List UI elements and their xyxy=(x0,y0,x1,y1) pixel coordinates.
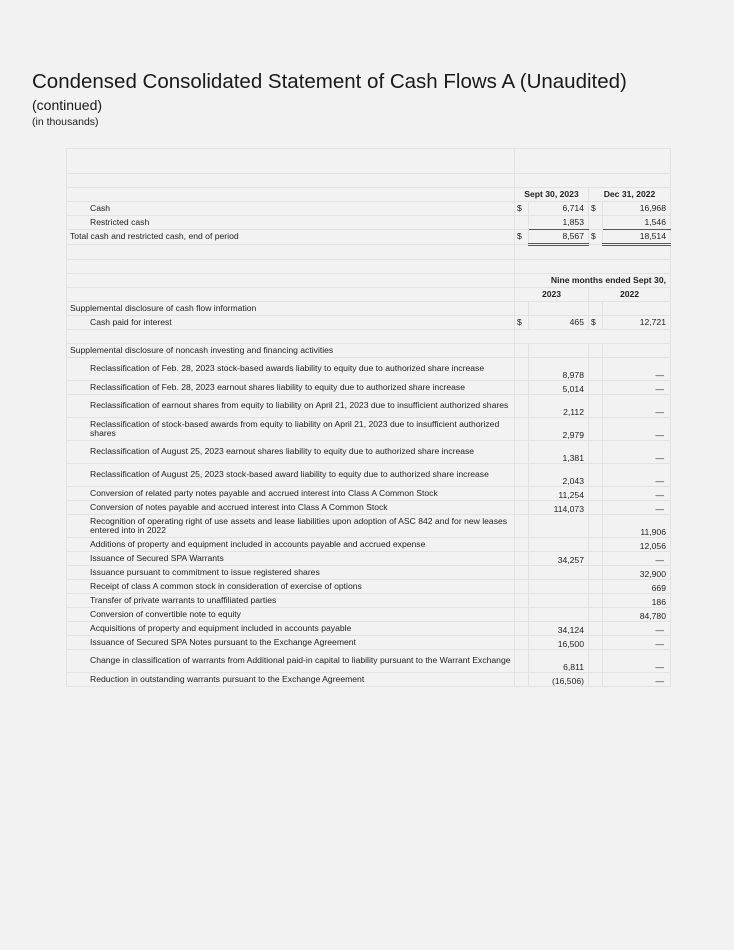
spacer-cell xyxy=(589,650,603,673)
spacer-cell xyxy=(515,464,529,487)
value-2022: — xyxy=(603,650,671,673)
value-2022: — xyxy=(603,358,671,381)
col-header-dec-2022: Dec 31, 2022 xyxy=(589,188,671,202)
row-label: Cash xyxy=(67,202,515,216)
value-2023: 2,043 xyxy=(529,464,589,487)
table-row xyxy=(67,608,671,622)
spacer-cell xyxy=(515,515,529,538)
restricted-cash-2023: 1,853 xyxy=(529,216,589,230)
table-row xyxy=(67,580,671,594)
page-subtitle: (continued) xyxy=(32,97,103,113)
row-label: Conversion of related party notes payable and accrued interest into Class A Common Stock xyxy=(67,487,515,501)
row-label: Acquisitions of property and equipment included in accounts payable xyxy=(67,622,515,636)
table-row xyxy=(67,594,671,608)
value-2022: 12,056 xyxy=(603,538,671,552)
cash-table-header xyxy=(67,188,671,202)
currency-symbol: $ xyxy=(589,230,603,245)
row-label: Recognition of operating right of use assets and lease liabilities upon adoption of ASC 842 and for new leases entered into in 2022 xyxy=(67,515,515,538)
row-label: Receipt of class A common stock in consideration of exercise of options xyxy=(67,580,515,594)
table-row xyxy=(67,464,671,487)
value-2023: (16,506) xyxy=(529,673,589,687)
currency-symbol: $ xyxy=(589,202,603,216)
year-header-2022: 2022 xyxy=(589,288,671,302)
value-2023: 2,112 xyxy=(529,395,589,418)
row-label: Reclassification of earnout shares from equity to liability on April 21, 2023 due to insufficient authorized shares xyxy=(67,395,515,418)
row-label: Additions of property and equipment included in accounts payable and accrued expense xyxy=(67,538,515,552)
value-2022: — xyxy=(603,418,671,441)
value-2022: — xyxy=(603,441,671,464)
cash-row xyxy=(67,202,671,216)
value-2023 xyxy=(529,608,589,622)
row-label: Total cash and restricted cash, end of period xyxy=(67,230,515,245)
interest-row xyxy=(67,316,671,330)
col-header-sept-2023: Sept 30, 2023 xyxy=(515,188,589,202)
table-row xyxy=(67,418,671,441)
row-label: Reclassification of Feb. 28, 2023 earnout shares liability to equity due to authorized share increase xyxy=(67,381,515,395)
row-label: Issuance of Secured SPA Notes pursuant to the Exchange Agreement xyxy=(67,636,515,650)
spacer-cell xyxy=(515,580,529,594)
row-label: Issuance pursuant to commitment to issue registered shares xyxy=(67,566,515,580)
row-label: Conversion of notes payable and accrued interest into Class A Common Stock xyxy=(67,501,515,515)
table-row xyxy=(67,636,671,650)
spacer-cell xyxy=(589,594,603,608)
value-2022: 11,906 xyxy=(603,515,671,538)
value-2023 xyxy=(529,580,589,594)
table-row xyxy=(67,650,671,673)
spacer-cell xyxy=(515,566,529,580)
value-2023: 1,381 xyxy=(529,441,589,464)
period-header-row xyxy=(67,274,671,288)
spacer-cell xyxy=(589,515,603,538)
spacer-cell xyxy=(515,358,529,381)
section-heading-row xyxy=(67,344,671,358)
table-row xyxy=(67,538,671,552)
units-note: (in thousands) xyxy=(32,116,99,128)
row-label: Reduction in outstanding warrants pursuant to the Exchange Agreement xyxy=(67,673,515,687)
value-2022: — xyxy=(603,673,671,687)
total-cash-2023: 8,567 xyxy=(529,230,589,245)
spacer-cell xyxy=(515,636,529,650)
value-2023: 34,257 xyxy=(529,552,589,566)
total-cash-row xyxy=(67,230,671,245)
spacer-cell xyxy=(589,566,603,580)
cash-flow-table xyxy=(66,148,670,687)
table-row xyxy=(67,515,671,538)
spacer-cell xyxy=(589,538,603,552)
value-2022: — xyxy=(603,552,671,566)
value-2022: 32,900 xyxy=(603,566,671,580)
row-label: Change in classification of warrants from Additional paid-in capital to liability pursuant to the Warrant Exchange xyxy=(67,650,515,673)
table-row xyxy=(67,441,671,464)
currency-symbol: $ xyxy=(515,230,529,245)
value-2022: — xyxy=(603,501,671,515)
table-row xyxy=(67,487,671,501)
value-2022: — xyxy=(603,487,671,501)
spacer-row xyxy=(67,174,671,188)
value-2022: 669 xyxy=(603,580,671,594)
value-2023 xyxy=(529,566,589,580)
row-label: Conversion of convertible note to equity xyxy=(67,608,515,622)
section-heading-cash-flow: Supplemental disclosure of cash flow information xyxy=(67,302,515,316)
spacer-row xyxy=(67,260,671,274)
value-2023: 8,978 xyxy=(529,358,589,381)
spacer-cell xyxy=(515,441,529,464)
spacer-cell xyxy=(515,418,529,441)
noncash-rows xyxy=(67,358,671,687)
total-cash-2022: 18,514 xyxy=(603,230,671,245)
value-2023: 6,811 xyxy=(529,650,589,673)
section-heading-row xyxy=(67,302,671,316)
interest-2022: 12,721 xyxy=(603,316,671,330)
table-row xyxy=(67,501,671,515)
row-label: Cash paid for interest xyxy=(67,316,515,330)
spacer-cell xyxy=(515,622,529,636)
spacer-cell xyxy=(589,381,603,395)
currency-symbol: $ xyxy=(515,202,529,216)
value-2023 xyxy=(529,538,589,552)
spacer-cell xyxy=(589,622,603,636)
value-2022: — xyxy=(603,381,671,395)
spacer-cell xyxy=(515,501,529,515)
section-heading-noncash: Supplemental disclosure of noncash investing and financing activities xyxy=(67,344,515,358)
table-row xyxy=(67,622,671,636)
spacer-cell xyxy=(589,358,603,381)
row-label: Transfer of private warrants to unaffiliated parties xyxy=(67,594,515,608)
value-2022: — xyxy=(603,395,671,418)
value-2023: 16,500 xyxy=(529,636,589,650)
currency-symbol: $ xyxy=(589,316,603,330)
value-2022: 186 xyxy=(603,594,671,608)
value-2023: 34,124 xyxy=(529,622,589,636)
spacer-cell xyxy=(589,673,603,687)
spacer-cell xyxy=(589,608,603,622)
spacer-cell xyxy=(515,538,529,552)
spacer-cell xyxy=(589,418,603,441)
year-header-2023: 2023 xyxy=(515,288,589,302)
spacer-cell xyxy=(589,487,603,501)
spacer-cell xyxy=(515,673,529,687)
spacer-cell xyxy=(589,501,603,515)
value-2022: — xyxy=(603,636,671,650)
cash-value-2022: 16,968 xyxy=(603,202,671,216)
spacer-cell xyxy=(515,650,529,673)
table-row xyxy=(67,395,671,418)
row-label: Issuance of Secured SPA Warrants xyxy=(67,552,515,566)
value-2023: 2,979 xyxy=(529,418,589,441)
spacer-cell xyxy=(515,552,529,566)
restricted-cash-row xyxy=(67,216,671,230)
table-row xyxy=(67,381,671,395)
spacer-cell xyxy=(589,552,603,566)
spacer-cell xyxy=(589,395,603,418)
table-row xyxy=(67,566,671,580)
value-2022: — xyxy=(603,622,671,636)
row-label: Reclassification of stock-based awards from equity to liability on April 21, 2023 due to insufficient authorized shares xyxy=(67,418,515,441)
spacer-cell xyxy=(515,395,529,418)
table-row xyxy=(67,673,671,687)
period-header: Nine months ended Sept 30, xyxy=(515,274,671,288)
year-header-row xyxy=(67,288,671,302)
spacer-cell xyxy=(589,636,603,650)
spacer-row xyxy=(67,149,671,174)
cash-value-2023: 6,714 xyxy=(529,202,589,216)
spacer-cell xyxy=(589,580,603,594)
value-2023 xyxy=(529,594,589,608)
value-2023: 114,073 xyxy=(529,501,589,515)
spacer-cell xyxy=(589,464,603,487)
row-label: Reclassification of August 25, 2023 earnout shares liability to equity due to authorized share increase xyxy=(67,441,515,464)
value-2023: 5,014 xyxy=(529,381,589,395)
restricted-cash-2022: 1,546 xyxy=(603,216,671,230)
row-label: Reclassification of Feb. 28, 2023 stock-based awards liability to equity due to authorized share increase xyxy=(67,358,515,381)
page-title: Condensed Consolidated Statement of Cash Flows A (Unaudited) xyxy=(32,70,627,93)
value-2023: 11,254 xyxy=(529,487,589,501)
spacer-cell xyxy=(515,487,529,501)
spacer-cell xyxy=(515,608,529,622)
row-label: Reclassification of August 25, 2023 stock-based award liability to equity due to authorized share increase xyxy=(67,464,515,487)
value-2022: — xyxy=(603,464,671,487)
spacer-cell xyxy=(515,381,529,395)
row-label: Restricted cash xyxy=(67,216,515,230)
currency-symbol: $ xyxy=(515,316,529,330)
table-row xyxy=(67,552,671,566)
spacer-row xyxy=(67,330,671,344)
spacer-row xyxy=(67,245,671,260)
spacer-cell xyxy=(589,441,603,464)
value-2023 xyxy=(529,515,589,538)
table-row xyxy=(67,358,671,381)
value-2022: 84,780 xyxy=(603,608,671,622)
interest-2023: 465 xyxy=(529,316,589,330)
spacer-cell xyxy=(515,594,529,608)
